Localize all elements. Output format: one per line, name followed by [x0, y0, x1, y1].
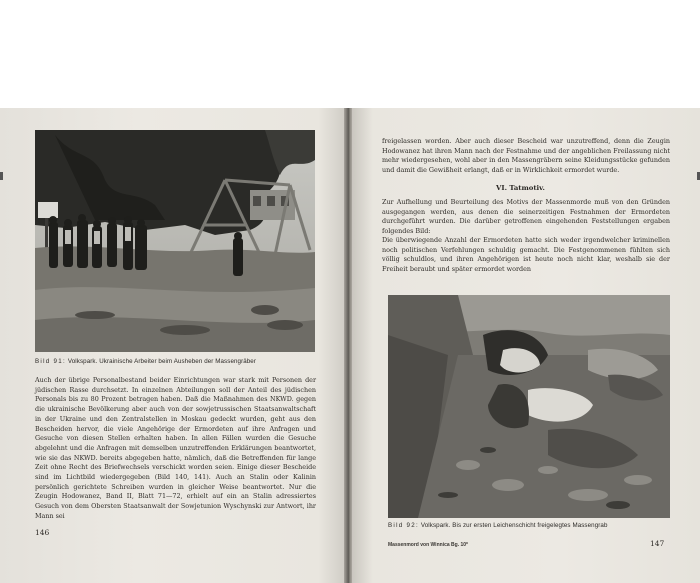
printer-signature: Massenmord von Winnica Bg. 10*	[388, 542, 468, 548]
body-paragraph: Auch der übrige Personalbestand beider Einrichtungen war stark mit Personen der jüdischen Rasse durchsetzt. In einzelnen Abteilungen soll der Anteil des jüdischen Personals bis zu 80 Prozent betragen haben. Daß die Maßnahmen des NKWD. gegen die ukrainische Bevölkerung aber auch von der sowjetrussischen Staatsanwaltschaft in der Ukraine und den Zentralstellen in Moskau gedeckt wurden, geht aus den Bescheiden hervor, die viele Angehörige der Ermordeten auf ihre Anfragen und Gesuche von diesen Stellen erhalten haben. In allen Fällen wurden die Gesuche abgelehnt und die Anfragen mit demselben unzutreffenden Erklärungen beantwortet, wie sie das NKWD. bereits abgegeben hatte, nämlich, daß die Betreffenden für lange Zeit ohne Recht des Briefwechsels verschickt worden seien. Einige dieser Bescheide sind im Lichtbild wiedergegeben (Bild 140, 141). Auch an Stalin oder Kalinin persönlich gerichtete Schreiben wurden in gleicher Weise beantwortet. Nur die Zeugin Hodowanez, Band II, Blatt 71—72, erhielt auf ein an Stalin adressiertes Gesuch von dem Obersten Staatsanwalt der Sowjetunion Wyschynski zur Antwort, ihr Mann sei	[35, 376, 316, 520]
body-paragraph-victims: Die überwiegende Anzahl der Ermordeten hatte sich weder irgendwelcher kriminellen noch politischen Verfehlungen schuldig gemacht. Die Festgenommenen fühlten sich völlig schuldlos, und ihren Angehörigen ist heute noch nicht klar, weshalb sie der Freiheit beraubt und später ermordet worden	[382, 236, 670, 274]
right-page	[352, 108, 700, 583]
body-paragraph-top: freigelassen worden. Aber auch dieser Bescheid war unzutreffend, denn die Zeugin Hodowanez hat ihren Mann nach der Festnahme und der angeblichen Freilassung nicht mehr wiedergesehen, wohl aber in den Massengräbern seine Kleidungsstücke gefunden und damit die Gewißheit erlangt, daß er in Wirklichkeit ermordet wurde.	[382, 137, 670, 175]
photo-caption	[388, 522, 608, 529]
photo-caption	[35, 358, 256, 365]
page-edge-mark	[0, 172, 3, 180]
body-paragraph-motive: Zur Aufhellung und Beurteilung des Motivs der Massenmorde muß von den Gründen ausgegangen werden, aus denen die seinerzeitigen Festnahmen der Ermordeten durchgeführt wurden. Die darüber getroffenen eingehenden Feststellungen ergaben folgendes Bild:	[382, 198, 670, 236]
left-page	[0, 108, 346, 583]
page-number: 146	[35, 528, 50, 537]
page-number: 147	[650, 539, 665, 548]
section-heading: VI. Tatmotiv.	[496, 184, 545, 192]
caption-text: Volkspark. Ukrainische Arbeiter beim Ausheben der Massengräber	[67, 358, 257, 365]
book-spread	[0, 108, 700, 583]
caption-text: Volkspark. Bis zur ersten Leichenschicht freigelegtes Massengrab	[420, 522, 608, 529]
photo-workers-digging	[35, 130, 315, 352]
caption-prefix: Bild 91:	[35, 358, 67, 365]
caption-prefix: Bild 92:	[388, 522, 420, 529]
photo-mass-grave	[388, 295, 670, 518]
